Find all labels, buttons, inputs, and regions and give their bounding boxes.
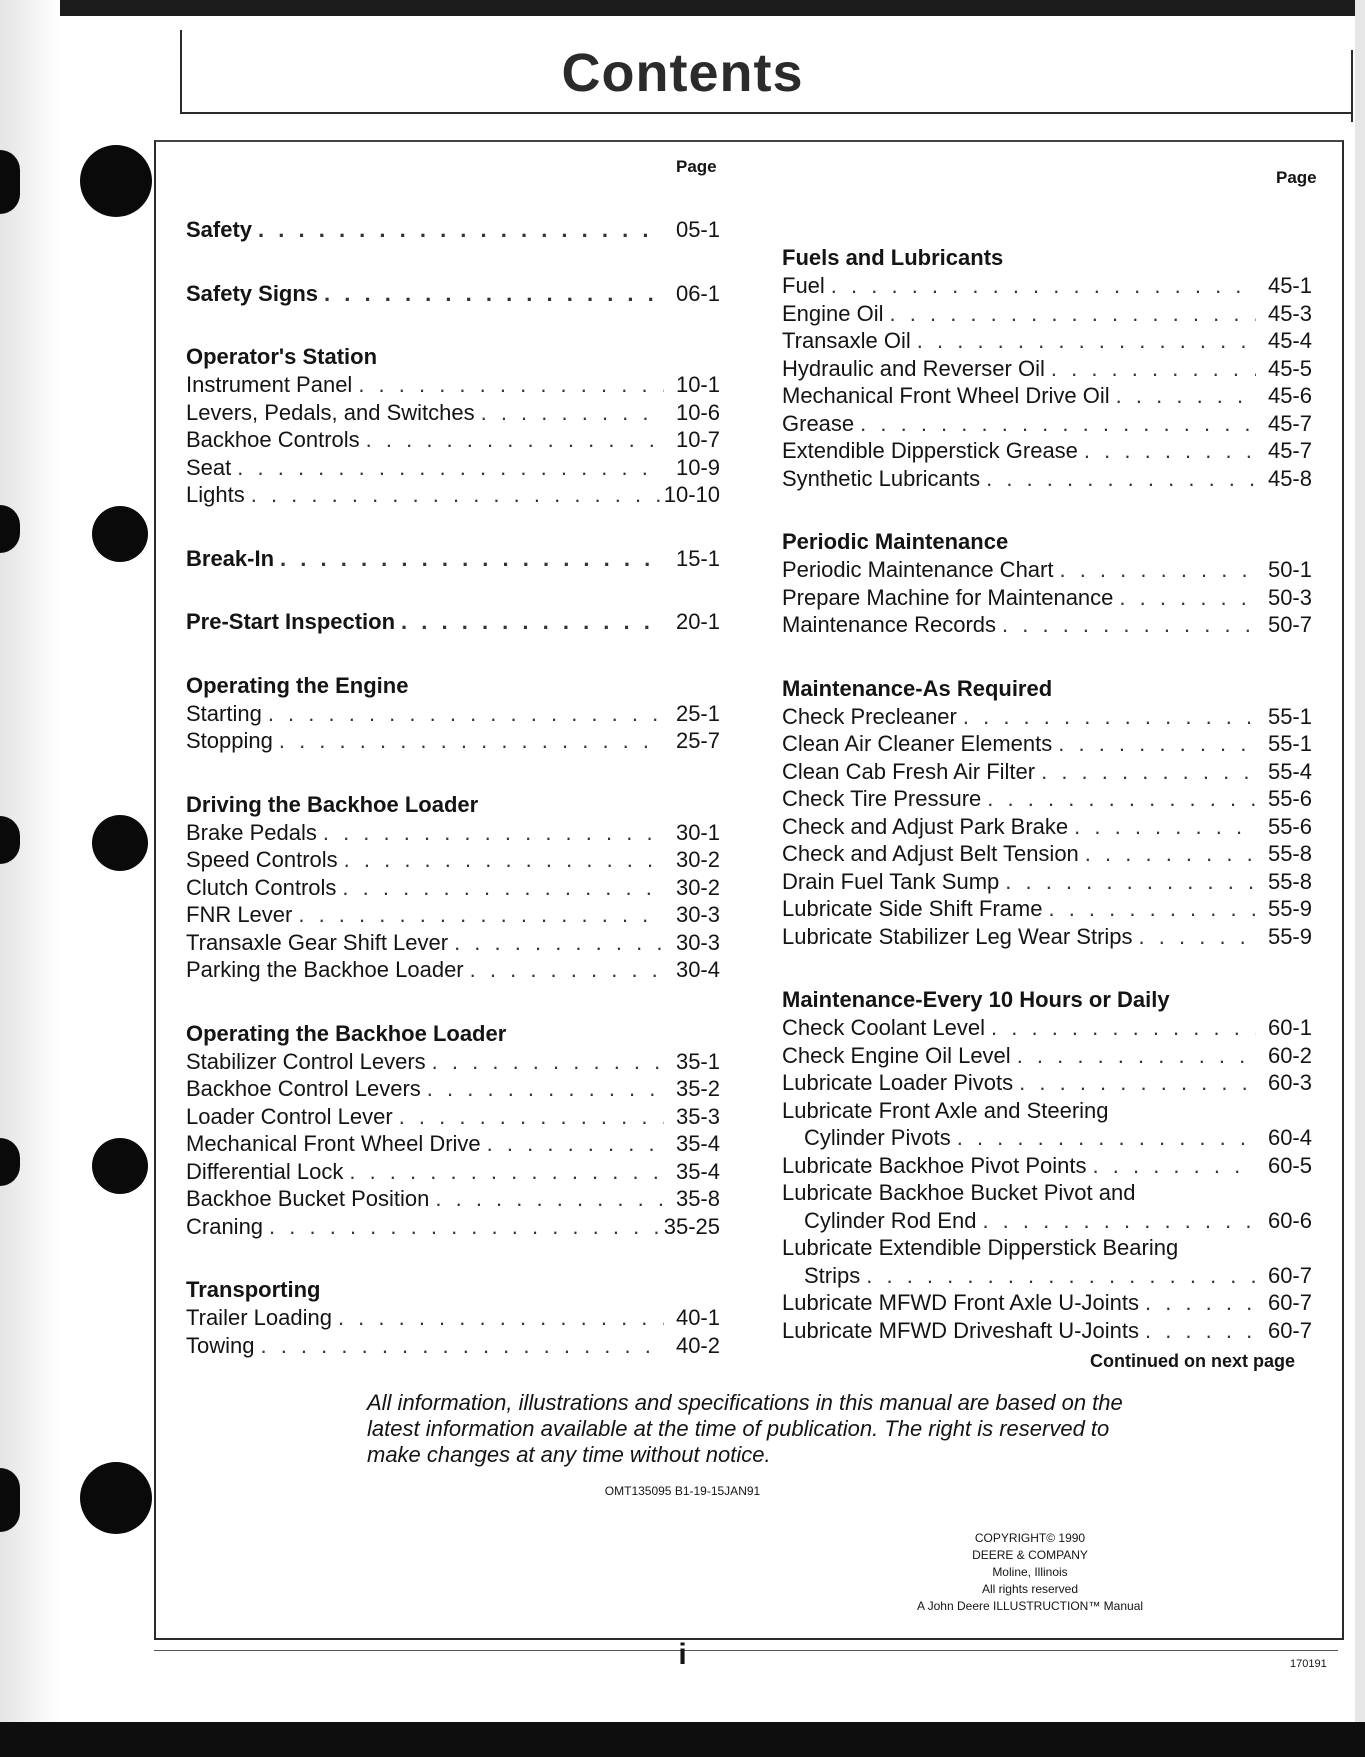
toc-entry-page: 60-7: [1267, 1317, 1312, 1343]
toc-entry-page: 55-4: [1267, 758, 1312, 784]
toc-entry-label: Trailer Loading: [186, 1305, 332, 1330]
toc-entry-page: 35-25: [663, 1213, 720, 1239]
toc-entry-label: Clean Air Cleaner Elements: [782, 731, 1053, 756]
dot-leader: [395, 608, 664, 636]
toc-entry[interactable]: [782, 703, 1312, 731]
dot-leader: [464, 956, 664, 984]
toc-entry-label: Maintenance Records: [782, 612, 997, 637]
dot-leader: [884, 300, 1256, 328]
toc-entry-page: 60-7: [1267, 1262, 1312, 1288]
toc-entry-label: Instrument Panel: [186, 372, 353, 397]
dot-leader: [1052, 730, 1256, 758]
dot-leader: [1035, 758, 1256, 786]
dot-leader: [1133, 923, 1256, 951]
dot-leader: [1113, 584, 1256, 612]
toc-entry[interactable]: [186, 1185, 720, 1213]
toc-entry-page: 60-2: [1267, 1042, 1312, 1068]
dot-leader: [231, 454, 664, 482]
toc-entry-page: 40-1: [675, 1305, 720, 1330]
dot-leader: [1139, 1317, 1256, 1345]
toc-entry-page: 30-2: [675, 874, 720, 900]
toc-entry[interactable]: [186, 608, 720, 636]
toc-entry-page: 05-1: [675, 217, 720, 242]
toc-entry-page: 55-8: [1267, 868, 1312, 894]
dot-leader: [245, 481, 664, 509]
dot-leader: [1013, 1069, 1256, 1097]
dot-leader: [981, 785, 1256, 813]
toc-entry-label: Break-In: [186, 545, 275, 571]
toc-entry[interactable]: [186, 454, 720, 482]
print-date-code: 170191: [1290, 1658, 1327, 1670]
toc-entry-page: 25-7: [675, 728, 720, 753]
toc-entry-label: Check and Adjust Park Brake: [782, 813, 1069, 839]
dot-leader: [1110, 382, 1256, 410]
toc-entry-page: 60-4: [1267, 1125, 1312, 1150]
toc-entry[interactable]: [782, 758, 1312, 786]
section-title: Operating the Backhoe Loader: [186, 1020, 507, 1046]
dot-leader: [262, 700, 664, 728]
toc-entry-page: 35-1: [675, 1048, 720, 1074]
toc-entry-page: 30-1: [675, 819, 720, 845]
toc-entry-label: Extendible Dipperstick Grease: [782, 438, 1078, 463]
page-number: i: [678, 1638, 687, 1671]
page-column-header: Page: [676, 157, 717, 176]
toc-entry[interactable]: [186, 901, 720, 929]
dot-leader: [1079, 840, 1256, 868]
toc-entry-label: Clean Cab Fresh Air Filter: [782, 758, 1036, 784]
toc-entry-label: Stabilizer Control Levers: [186, 1048, 426, 1074]
toc-entry-label: Transaxle Gear Shift Lever: [186, 929, 449, 955]
toc-entry-label: Backhoe Control Levers: [186, 1076, 421, 1101]
toc-entry-label: Speed Controls: [186, 847, 338, 872]
toc-entry-label: Drain Fuel Tank Sump: [782, 868, 1000, 894]
toc-entry-label: Mechanical Front Wheel Drive: [186, 1131, 481, 1156]
toc-entry-label: Backhoe Bucket Position: [186, 1186, 430, 1211]
toc-entry[interactable]: [186, 399, 720, 427]
toc-entry-label: Check and Adjust Belt Tension: [782, 841, 1079, 866]
toc-entry[interactable]: [782, 327, 1312, 355]
toc-entry-page: 60-5: [1267, 1152, 1312, 1178]
toc-entry-label: Lubricate Side Shift Frame: [782, 896, 1043, 921]
dot-leader: [1068, 813, 1256, 841]
toc-entry[interactable]: [186, 1075, 720, 1103]
toc-entry-page: 45-6: [1267, 383, 1312, 408]
toc-entry-page: 55-1: [1267, 703, 1312, 729]
toc-entry[interactable]: [782, 437, 1312, 465]
toc-entry[interactable]: [186, 280, 720, 308]
toc-entry-page: 45-7: [1267, 438, 1312, 463]
toc-entry-page: 60-6: [1267, 1207, 1312, 1233]
dot-leader: [338, 846, 664, 874]
toc-entry-page: 10-1: [675, 372, 720, 397]
toc-entry-page: 50-7: [1267, 612, 1312, 637]
section-title: Driving the Backhoe Loader: [186, 791, 479, 817]
toc-entry-label: Levers, Pedals, and Switches: [186, 399, 475, 425]
toc-entry-label: Seat: [186, 454, 232, 480]
toc-entry-label-continued: Lubricate Backhoe Bucket Pivot and: [782, 1180, 1136, 1205]
toc-entry-label: Craning: [186, 1213, 264, 1239]
toc-entry[interactable]: [782, 355, 1312, 383]
toc-entry[interactable]: [782, 840, 1312, 868]
toc-entry[interactable]: [186, 874, 720, 902]
page-title: Contents: [561, 43, 804, 103]
toc-entry-page: 45-1: [1267, 273, 1312, 298]
toc-entry[interactable]: [782, 1207, 1312, 1235]
toc-entry-page: 60-1: [1267, 1015, 1312, 1040]
binder-hole: [92, 815, 148, 871]
toc-entry[interactable]: [782, 382, 1312, 410]
dot-leader: [1078, 437, 1256, 465]
copyright-block: [880, 1530, 1180, 1615]
page-column-header: Page: [1276, 168, 1317, 187]
binder-tab: [0, 150, 20, 214]
dot-leader: [860, 1262, 1256, 1290]
toc-entry[interactable]: [782, 300, 1312, 328]
dot-leader: [360, 426, 664, 454]
toc-section: [186, 1276, 720, 1359]
section-title: Operator's Station: [186, 344, 378, 369]
toc-entry[interactable]: [782, 1317, 1312, 1345]
toc-entry[interactable]: [782, 1262, 1312, 1290]
dot-leader: [318, 280, 664, 308]
copyright-line: All rights reserved: [981, 1582, 1079, 1596]
toc-entry-label: Lubricate MFWD Front Axle U-Joints: [782, 1290, 1139, 1315]
dot-leader: [254, 1332, 664, 1360]
toc-entry-label: Lubricate Stabilizer Leg Wear Strips: [782, 923, 1133, 949]
dot-leader: [957, 703, 1256, 731]
toc-entry-label: Loader Control Lever: [186, 1103, 393, 1129]
contents-right-column: [782, 244, 1312, 1380]
section-title: Transporting: [186, 1277, 321, 1302]
dot-leader: [481, 1130, 664, 1158]
binder-hole: [92, 506, 148, 562]
toc-entry[interactable]: [186, 1048, 720, 1076]
toc-entry[interactable]: [782, 272, 1312, 300]
toc-entry-label: Differential Lock: [186, 1158, 344, 1184]
toc-entry-page: 55-6: [1267, 786, 1312, 811]
toc-entry-page: 10-6: [675, 399, 720, 425]
dot-leader: [352, 371, 664, 399]
copyright-line: DEERE & COMPANY: [972, 1548, 1088, 1562]
toc-entry-page: 10-7: [675, 427, 720, 452]
toc-entry[interactable]: [186, 216, 720, 244]
toc-entry[interactable]: [186, 1130, 720, 1158]
document-code: OMT135095 B1-19-15JAN91: [604, 1484, 761, 1498]
dot-leader: [1045, 355, 1256, 383]
toc-entry[interactable]: [782, 1014, 1312, 1042]
toc-entry[interactable]: [186, 1213, 720, 1241]
toc-entry-page: 55-1: [1267, 731, 1312, 756]
toc-entry-label: Strips: [804, 1262, 861, 1288]
dot-leader: [1011, 1042, 1256, 1070]
toc-entry-label: Grease: [782, 410, 855, 436]
toc-entry-page: 30-4: [675, 957, 720, 982]
toc-entry-page: 35-4: [675, 1131, 720, 1156]
toc-entry[interactable]: [186, 846, 720, 874]
dot-leader: [980, 465, 1256, 493]
binder-hole: [80, 1462, 152, 1534]
toc-section: [186, 791, 720, 984]
toc-entry[interactable]: [782, 1152, 1312, 1180]
toc-entry[interactable]: [782, 410, 1312, 438]
toc-section: [186, 1020, 720, 1241]
toc-section: [186, 545, 720, 573]
toc-section: [782, 528, 1312, 639]
disclaimer-notice: All information, illustrations and specifications in this manual are based on the latest information available at the time of publication. The right is reserved to make changes at any time without notice.: [367, 1390, 1123, 1467]
toc-entry-label: Safety: [186, 217, 253, 242]
toc-entry[interactable]: [186, 700, 720, 728]
toc-entry-page: 50-3: [1267, 584, 1312, 610]
toc-entry[interactable]: [782, 813, 1312, 841]
copyright-line: Moline, Illinois: [992, 1565, 1068, 1579]
toc-section: [782, 244, 1312, 492]
toc-entry-page: 45-4: [1267, 328, 1312, 353]
toc-entry-label: Towing: [186, 1332, 255, 1358]
toc-entry-label: Hydraulic and Reverser Oil: [782, 355, 1045, 381]
dot-leader: [317, 819, 664, 847]
toc-entry-page: 30-2: [675, 847, 720, 872]
toc-entry-label: Cylinder Pivots: [804, 1125, 951, 1150]
dot-leader: [252, 216, 664, 244]
toc-section: [782, 986, 1312, 1344]
toc-entry-label: Engine Oil: [782, 300, 884, 326]
title-underline: [180, 112, 1352, 114]
toc-entry[interactable]: [186, 1158, 720, 1186]
toc-entry[interactable]: [782, 1069, 1312, 1097]
binder-tab: [0, 1468, 20, 1532]
toc-entry[interactable]: [782, 556, 1312, 584]
dot-leader: [951, 1124, 1256, 1152]
toc-entry-page: 60-7: [1267, 1290, 1312, 1315]
dot-leader: [1053, 556, 1256, 584]
toc-entry-page: 35-3: [675, 1103, 720, 1129]
dot-leader: [273, 727, 664, 755]
toc-entry-page: 35-2: [675, 1076, 720, 1101]
toc-entry-page: 55-8: [1267, 841, 1312, 866]
toc-entry-page: 40-2: [675, 1332, 720, 1358]
toc-entry-label: Starting: [186, 700, 262, 726]
toc-entry-label: Synthetic Lubricants: [782, 465, 981, 491]
copyright-line: A John Deere ILLUSTRUCTION™ Manual: [916, 1599, 1144, 1613]
dot-leader: [426, 1048, 664, 1076]
scan-top-edge: [0, 0, 1365, 16]
toc-entry[interactable]: [782, 730, 1312, 758]
toc-entry[interactable]: [782, 1042, 1312, 1070]
copyright-line: COPYRIGHT© 1990: [974, 1531, 1086, 1545]
section-title: Operating the Engine: [186, 672, 409, 698]
toc-entry-page: 30-3: [675, 929, 720, 955]
toc-entry-label: Clutch Controls: [186, 874, 337, 900]
section-title: Periodic Maintenance: [782, 529, 1009, 554]
toc-entry[interactable]: [186, 819, 720, 847]
toc-entry-page: 45-3: [1267, 300, 1312, 326]
toc-entry-label: Stopping: [186, 728, 273, 753]
toc-entry[interactable]: [782, 1289, 1312, 1317]
toc-entry-page: 30-3: [675, 902, 720, 927]
dot-leader: [343, 1158, 664, 1186]
section-title: Maintenance-Every 10 Hours or Daily: [782, 987, 1170, 1012]
toc-entry-page: 35-8: [675, 1186, 720, 1211]
dot-leader: [332, 1304, 664, 1332]
toc-section: [186, 216, 720, 244]
toc-section: [782, 675, 1312, 951]
toc-entry[interactable]: [186, 1103, 720, 1131]
toc-entry-label: Parking the Backhoe Loader: [186, 957, 464, 982]
toc-entry-page: 55-9: [1267, 923, 1312, 949]
toc-entry-label: Check Engine Oil Level: [782, 1042, 1011, 1068]
dot-leader: [1042, 895, 1256, 923]
toc-entry[interactable]: [782, 868, 1312, 896]
dot-leader: [985, 1014, 1256, 1042]
toc-entry-page: 15-1: [675, 545, 720, 571]
section-title: Maintenance-As Required: [782, 675, 1053, 701]
dot-leader: [976, 1207, 1256, 1235]
toc-entry-label: Fuel: [782, 273, 825, 298]
binder-hole: [92, 1138, 148, 1194]
toc-entry[interactable]: [782, 584, 1312, 612]
toc-entry-label: Lights: [186, 482, 245, 507]
dot-leader: [429, 1185, 664, 1213]
toc-entry[interactable]: [186, 1332, 720, 1360]
toc-section: [186, 280, 720, 308]
toc-entry-label: Periodic Maintenance Chart: [782, 557, 1054, 582]
continued-note: Continued on next page: [1090, 1351, 1295, 1371]
toc-entry[interactable]: [186, 727, 720, 755]
toc-entry-label: Check Precleaner: [782, 703, 957, 729]
scan-bottom-edge: [0, 1722, 1365, 1757]
dot-leader: [292, 901, 664, 929]
binder-hole: [80, 145, 152, 217]
dot-leader: [911, 327, 1256, 355]
toc-entry-page: 06-1: [675, 280, 720, 306]
dot-leader: [854, 410, 1256, 438]
toc-entry-label: Pre-Start Inspection: [186, 609, 396, 634]
toc-entry[interactable]: [782, 1124, 1312, 1152]
toc-entry[interactable]: [186, 956, 720, 984]
toc-entry-label: Check Tire Pressure: [782, 786, 982, 811]
toc-entry[interactable]: [186, 426, 720, 454]
dot-leader: [274, 545, 664, 573]
toc-entry-label: Backhoe Controls: [186, 427, 360, 452]
toc-entry-label: Cylinder Rod End: [804, 1207, 977, 1233]
dot-leader: [475, 399, 664, 427]
toc-entry-page: 45-7: [1267, 410, 1312, 436]
toc-entry-label: Lubricate MFWD Driveshaft U-Joints: [782, 1317, 1139, 1343]
dot-leader: [1087, 1152, 1256, 1180]
toc-entry-page: 10-10: [663, 482, 720, 507]
toc-entry-page: 55-9: [1267, 896, 1312, 921]
toc-entry-page: 50-1: [1267, 557, 1312, 582]
dot-leader: [996, 611, 1256, 639]
toc-entry[interactable]: [186, 481, 720, 509]
toc-entry-page: 55-6: [1267, 813, 1312, 839]
dot-leader: [393, 1103, 664, 1131]
toc-entry-label-continued: Lubricate Front Axle and Steering: [782, 1097, 1109, 1123]
dot-leader: [336, 874, 664, 902]
toc-entry-label: Brake Pedals: [186, 819, 317, 845]
toc-entry[interactable]: [186, 1304, 720, 1332]
contents-left-column: [186, 216, 720, 1395]
toc-entry-label: Mechanical Front Wheel Drive Oil: [782, 383, 1110, 408]
toc-entry[interactable]: [186, 929, 720, 957]
toc-entry[interactable]: [782, 923, 1312, 951]
toc-entry-label: Transaxle Oil: [782, 328, 911, 353]
toc-entry-page: 10-9: [675, 454, 720, 480]
toc-entry-page: 60-3: [1267, 1070, 1312, 1095]
toc-entry-label: Lubricate Loader Pivots: [782, 1070, 1014, 1095]
toc-entry-page: 25-1: [675, 700, 720, 726]
dot-leader: [421, 1075, 664, 1103]
dot-leader: [825, 272, 1256, 300]
toc-entry-label-continued: Lubricate Extendible Dipperstick Bearing: [782, 1235, 1179, 1260]
toc-entry-page: 45-8: [1267, 465, 1312, 491]
dot-leader: [448, 929, 664, 957]
toc-entry[interactable]: [782, 785, 1312, 813]
toc-entry[interactable]: [782, 895, 1312, 923]
toc-entry-label: Safety Signs: [186, 280, 319, 306]
dot-leader: [999, 868, 1256, 896]
dot-leader: [263, 1213, 664, 1241]
toc-section: [186, 672, 720, 755]
toc-entry[interactable]: [186, 371, 720, 399]
toc-entry-label: FNR Lever: [186, 902, 293, 927]
dot-leader: [1139, 1289, 1256, 1317]
toc-entry-label: Prepare Machine for Maintenance: [782, 584, 1114, 610]
toc-entry[interactable]: [782, 465, 1312, 493]
toc-section: [186, 608, 720, 636]
toc-section: [186, 343, 720, 509]
toc-entry-label: Check Coolant Level: [782, 1015, 986, 1040]
toc-entry-page: 35-4: [675, 1158, 720, 1184]
toc-entry[interactable]: [186, 545, 720, 573]
toc-entry-page: 20-1: [675, 609, 720, 634]
section-title: Fuels and Lubricants: [782, 245, 1004, 270]
toc-entry-label: Lubricate Backhoe Pivot Points: [782, 1152, 1087, 1178]
toc-entry-page: 45-5: [1267, 355, 1312, 381]
toc-entry[interactable]: [782, 611, 1312, 639]
